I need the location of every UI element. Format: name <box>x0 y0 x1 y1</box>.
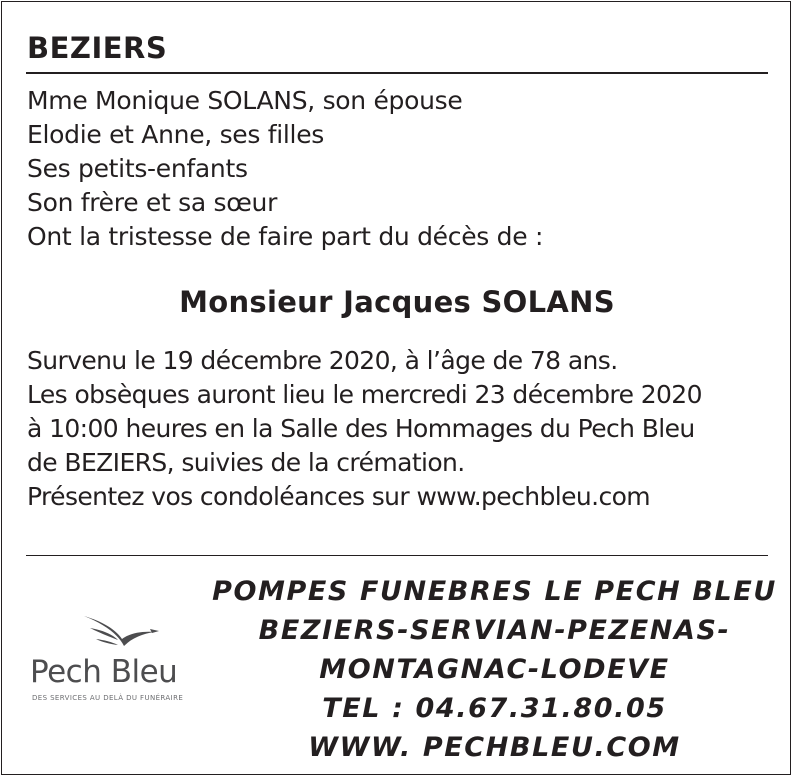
funeral-home-locations: MONTAGNAC-LODEVE <box>319 654 670 685</box>
family-announcement <box>27 84 772 254</box>
pech-bleu-logo <box>30 612 210 707</box>
funeral-home-locations: BEZIERS-SERVIAN-PEZENAS- <box>258 615 731 646</box>
funeral-home-block <box>202 572 787 767</box>
detail-line: Les obsèques auront lieu le mercredi 23 décembre 2020 <box>27 380 702 409</box>
section-divider <box>26 555 768 556</box>
family-line: Ses petits-enfants <box>27 154 248 183</box>
swallow-bird-icon <box>82 612 162 654</box>
logo-wordmark: Pech Bleu <box>30 654 178 690</box>
deceased-name: Monsieur Jacques SOLANS <box>179 285 615 319</box>
city-heading: BEZIERS <box>27 31 168 65</box>
funeral-home-phone: TEL : 04.67.31.80.05 <box>322 693 667 724</box>
top-divider <box>26 72 768 74</box>
detail-line: Survenu le 19 décembre 2020, à l’âge de 78 ans. <box>27 346 618 375</box>
family-line: Ont la tristesse de faire part du décès de : <box>27 222 544 251</box>
family-line: Son frère et sa sœur <box>27 188 278 217</box>
funeral-home-website: WWW. PECHBLEU.COM <box>308 732 681 763</box>
detail-line: Présentez vos condoléances sur www.pechbleu.com <box>27 482 651 511</box>
family-line: Elodie et Anne, ses filles <box>27 120 324 149</box>
funeral-home-name: POMPES FUNEBRES LE PECH BLEU <box>212 576 777 607</box>
logo-tagline: DES SERVICES AU DELÀ DU FUNÉRAIRE <box>32 694 184 702</box>
detail-line: à 10:00 heures en la Salle des Hommages du Pech Bleu <box>27 414 695 443</box>
obituary-notice <box>1 1 791 775</box>
detail-line: de BEZIERS, suivies de la crémation. <box>27 448 465 477</box>
family-line: Mme Monique SOLANS, son épouse <box>27 86 463 115</box>
funeral-details <box>27 344 777 514</box>
